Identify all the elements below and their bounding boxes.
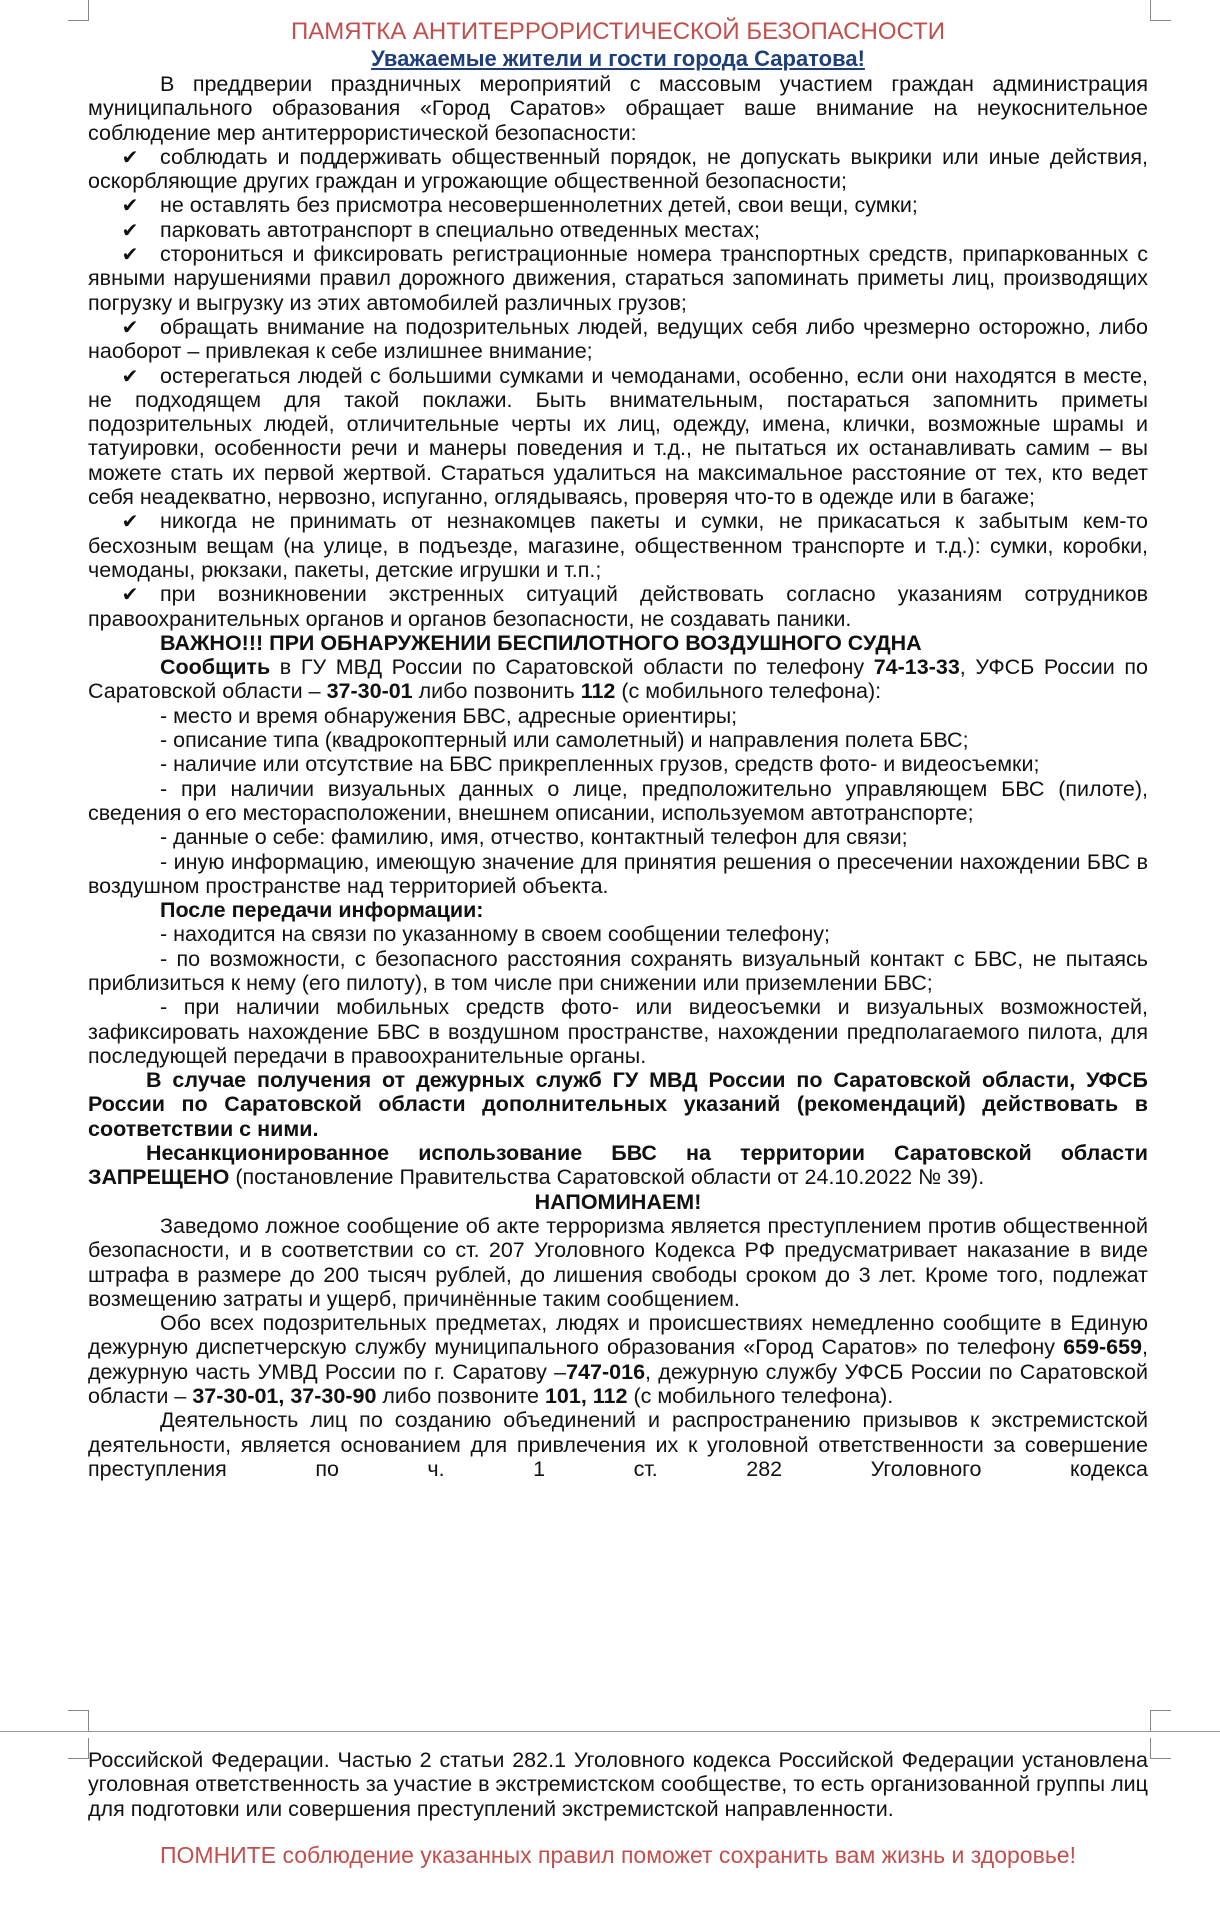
instructions-paragraph: В случае получения от дежурных служб ГУ МВД России по Саратовской области, УФСБ России по Саратовской области дополнительных указаний (рекомендаций) действовать в соответствии с ними. — [88, 1068, 1148, 1141]
document-title: ПАМЯТКА АНТИТЕРРОРИСТИЧЕСКОЙ БЕЗОПАСНОСТИ — [291, 18, 945, 45]
page-break-line — [0, 1731, 1220, 1732]
phone-number: 101, 112 — [544, 1384, 628, 1409]
after-report-item: - при наличии мобильных средств фото- или видеосъемки и визуальных возможностей, зафиксировать нахождение БВС в воздушном пространстве, нахождении предполагаемого пилота, для последующей передачи в правоохранительные органы. — [88, 995, 1148, 1068]
report-item: - наличие или отсутствие на БВС прикрепленных грузов, средств фото- и видеосъемки; — [160, 752, 1040, 777]
report-item: - данные о себе: фамилию, имя, отчество, контактный телефон для связи; — [160, 825, 908, 850]
extremism-paragraph-continued: Российской Федерации. Частью 2 статьи 282.1 Уголовного кодекса Российской Федерации установлена уголовная ответственность за участие в экстремистском сообществе, то есть организованной группы лиц для подготовки или совершения преступлений экстремистской направленности. — [88, 1748, 1148, 1821]
contacts-paragraph: Обо всех подозрительных предметах, людях и происшествиях немедленно сообщите в Единую дежурную диспетчерскую службу муниципального образования «Город Саратов» по телефону 659-659, дежурную часть УМВД России по г. Саратову –747-016, дежурную службу УФСБ России по Саратовской области – 37-30-01, 37-30-90 либо позвоните 101, 112 (с мобильного телефона). — [88, 1311, 1149, 1409]
report-item: - описание типа (квадрокоптерный или самолетный) и направления полета БВС; — [160, 728, 969, 753]
margin-mark — [1150, 0, 1171, 21]
phone-number: 747-016 — [566, 1359, 646, 1384]
after-report-heading: После передачи информации: — [160, 898, 484, 923]
margin-mark — [68, 1738, 89, 1759]
after-report-item: - по возможности, с безопасного расстояния сохранять визуальный контакт с БВС, не пытаясь приблизиться к нему (его пилоту), в том числе при снижении или приземлении БВС; — [88, 946, 1148, 995]
rule-item: ✔ обращать внимание на подозрительных людей, ведущих себя либо чрезмерно осторожно, либо наоборот – привлекая к себе излишнее внимание; — [88, 314, 1148, 364]
report-item: - иную информацию, имеющую значение для принятия решения о пресечении нахождении БВС в воздушном пространстве над территорией объекта. — [88, 849, 1148, 898]
rule-item: ✔ при возникновении экстренных ситуаций действовать согласно указаниям сотрудников правоохранительных органов и органов безопасности, не создавать паники. — [88, 582, 1148, 631]
check-icon: ✔ — [121, 193, 139, 218]
check-icon: ✔ — [121, 363, 139, 388]
ban-paragraph: Несанкционированное использование БВС на территории Саратовской области ЗАПРЕЩЕНО (постановление Правительства Саратовской области от 24.10.2022 № 39). — [88, 1141, 1148, 1190]
report-item: - место и время обнаружения БВС, адресные ориентиры; — [160, 703, 738, 728]
margin-mark — [1150, 1710, 1171, 1731]
rule-item: ✔ никогда не принимать от незнакомцев пакеты и сумки, не прикасаться к забытым кем-то бесхозным вещам (на улице, в подъезде, магазине, общественном транспорте и т.д.): сумки, коробки, чемоданы, рюкзаки, пакеты, детские игрушки и т.п.; — [88, 509, 1148, 582]
false-report-paragraph: Заведомо ложное сообщение об акте терроризма является преступлением против общественной безопасности, и в соответствии со ст. 207 Уголовного Кодекса РФ предусматривает наказание в виде штрафа в размере до 200 тысяч рублей, до лишения свободы сроком до 3 лет. Кроме того, подлежат возмещению затраты и ущерб, причинённые таким сообщением. — [88, 1213, 1148, 1311]
rule-item: ✔ соблюдать и поддерживать общественный порядок, не допускать выкрики или иные действия, оскорбляющие других граждан и угрожающие общественной безопасности; — [88, 144, 1148, 194]
rule-item: ✔ парковать автотранспорт в специально отведенных местах; — [88, 218, 1148, 242]
page-2-body — [88, 1748, 1148, 1867]
margin-mark — [1150, 1738, 1171, 1759]
check-icon: ✔ — [121, 582, 139, 607]
phone-number: 112 — [580, 679, 616, 704]
rule-item: ✔ сторониться и фиксировать регистрационные номера транспортных средств, припаркованных с явными нарушениями правил дорожного движения, стараться запоминать приметы лиц, производящих погрузку и выгрузку из этих автомобилей различных грузов; — [88, 242, 1148, 315]
after-report-item: - находится на связи по указанному в своем сообщении телефону; — [160, 922, 830, 947]
drone-report-paragraph: Сообщить в ГУ МВД России по Саратовской области по телефону 74-13-33, УФСБ России по Саратовской области – 37-30-01 либо позвонить 112 (с мобильного телефона): — [88, 655, 1148, 704]
drone-heading: ВАЖНО!!! ПРИ ОБНАРУЖЕНИИ БЕСПИЛОТНОГО ВОЗДУШНОГО СУДНА — [160, 630, 922, 655]
check-icon: ✔ — [121, 242, 139, 267]
rule-item: ✔ остерегаться людей с большими сумками и чемоданами, особенно, если они находятся в месте, не подходящем для такой поклажи. Быть внимательным, постараться запомнить приметы подозрительных людей, отличительные черты их лиц, одежду, имена, клички, возможные шрамы и татуировки, особенности речи и манеры поведения и т.д., не пытаться их останавливать самим – вы можете стать их первой жертвой. Стараться удалиться на максимальное расстояние от тех, кто ведет себя неадекватно, нервозно, испуганно, оглядываясь, проверяя что-то в одежде или в багаже; — [88, 363, 1148, 510]
footer-warning: ПОМНИТЕ соблюдение указанных правил поможет сохранить вам жизнь и здоровье! — [159, 1841, 1076, 1868]
phone-number: 659-659 — [1063, 1335, 1143, 1360]
check-icon: ✔ — [121, 314, 139, 339]
report-item: - при наличии визуальных данных о лице, предположительно управляющем БВС (пилоте), сведения о его месторасположении, внешнем описании, используемом автотранспорте; — [88, 776, 1148, 825]
phone-number: 37-30-01 — [326, 679, 413, 704]
phone-number: 37-30-01, 37-30-90 — [192, 1384, 377, 1409]
document-subtitle: Уважаемые жители и гости города Саратова! — [371, 46, 865, 71]
margin-mark — [68, 0, 89, 21]
reminder-heading: НАПОМИНАЕМ! — [534, 1189, 702, 1214]
margin-mark — [68, 1710, 89, 1731]
check-icon: ✔ — [121, 144, 139, 169]
extremism-paragraph: Деятельность лиц по созданию объединений и распространению призывов к экстремистской деятельности, является основанием для привлечения их к уголовной ответственности за совершение преступления по ч. 1 ст. 282 Уголовного кодекса — [88, 1408, 1148, 1481]
phone-number: 74-13-33 — [873, 655, 960, 680]
rule-item: ✔ не оставлять без присмотра несовершеннолетних детей, свои вещи, сумки; — [88, 193, 1148, 217]
check-icon: ✔ — [121, 217, 139, 242]
check-icon: ✔ — [121, 509, 139, 534]
intro-paragraph: В преддверии праздничных мероприятий с массовым участием граждан администрация муниципального образования «Город Саратов» обращает ваше внимание на неукоснительное соблюдение мер антитеррористической безопасности: — [88, 72, 1148, 145]
page-1-body — [88, 18, 1148, 1481]
